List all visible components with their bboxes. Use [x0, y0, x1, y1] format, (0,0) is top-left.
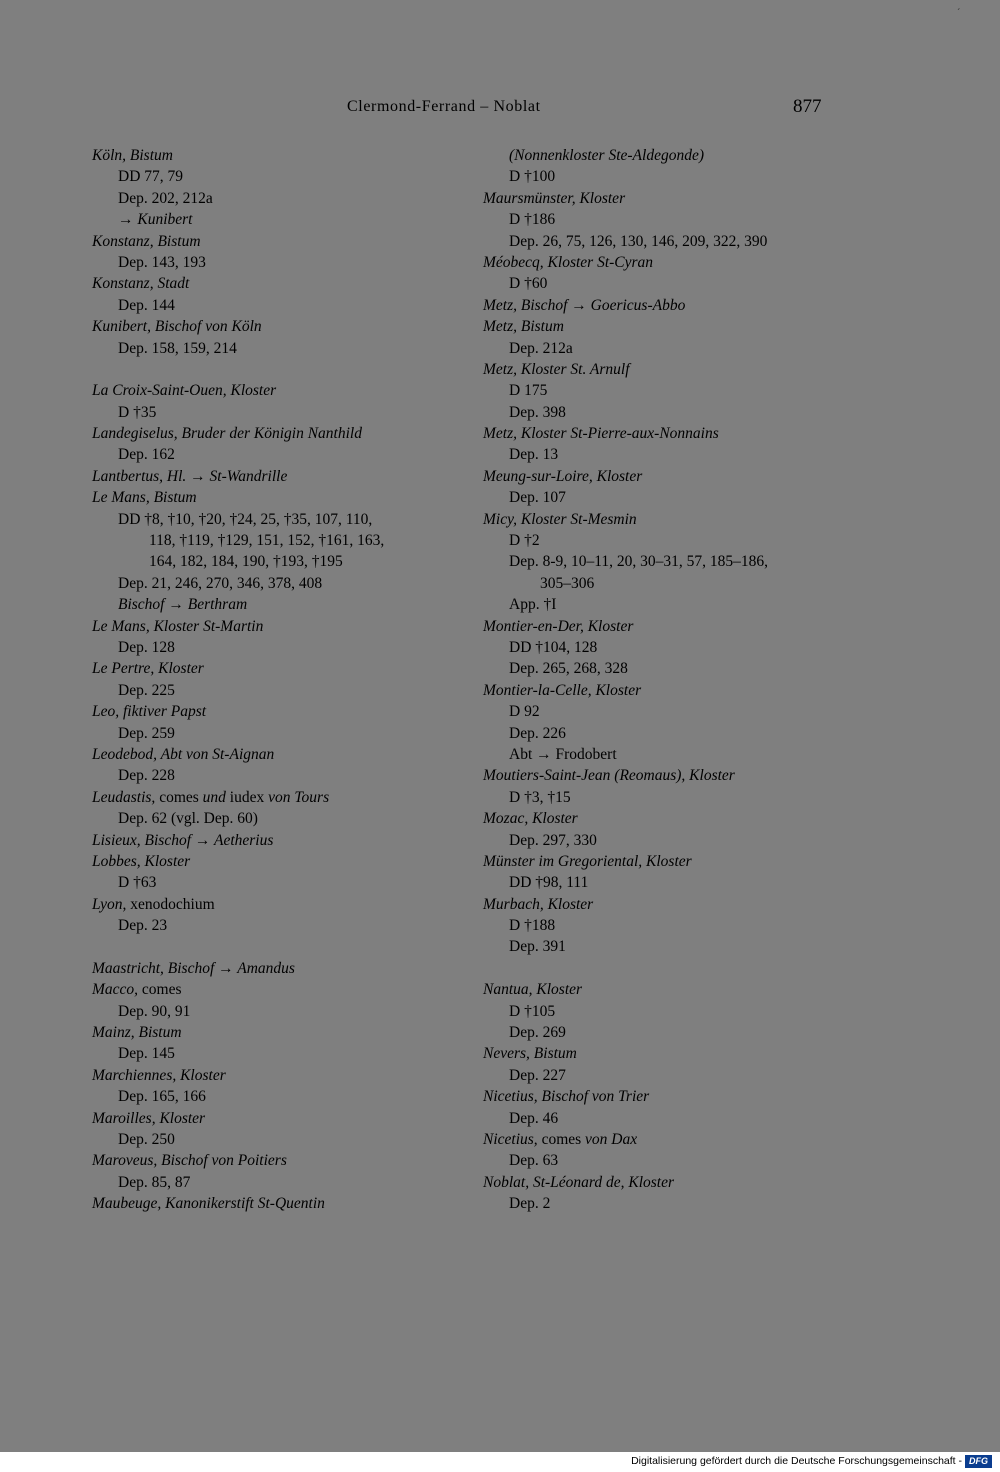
index-entry-heading: Nicetius, Bischof von Trier — [483, 1088, 650, 1106]
index-entry-heading: Murbach, Kloster — [483, 895, 594, 913]
footer-credit: Digitalisierung gefördert durch die Deutsche Forschungsgemeinschaft - — [631, 1455, 962, 1467]
index-entry-reference: D 175 — [509, 382, 548, 400]
page-number: 877 — [793, 96, 822, 117]
index-entry-heading: Köln, Bistum — [92, 147, 173, 164]
index-entry-reference: Dep. 13 — [509, 446, 559, 464]
index-entry-heading: Mozac, Kloster — [483, 810, 578, 828]
index-entry-heading: Maroveus, Bischof von Poitiers — [92, 1152, 287, 1170]
index-entry-heading: Meung-sur-Loire, Kloster — [483, 467, 643, 485]
index-entry-reference: Dep. 90, 91 — [118, 1002, 191, 1020]
index-entry-reference: Dep. 165, 166 — [118, 1088, 206, 1106]
index-entry-reference: D †3, †15 — [509, 788, 571, 806]
index-entry-reference: Dep. 143, 193 — [118, 253, 206, 271]
index-entry-reference: Dep. 2 — [509, 1195, 551, 1213]
index-entry-reference: Dep. 158, 159, 214 — [118, 339, 237, 357]
index-entry-heading: Metz, Kloster St. Arnulf — [483, 360, 630, 378]
index-entry-heading: Micy, Kloster St-Mesmin — [483, 510, 637, 528]
index-entry-reference: Dep. 391 — [509, 938, 566, 956]
index-entry-heading: Maubeuge, Kanonikerstift St-Quentin — [92, 1195, 325, 1213]
index-entry-reference: D †35 — [118, 403, 157, 421]
index-entry-reference: 305–306 — [540, 574, 595, 592]
index-entry-heading: Noblat, St-Léonard de, Kloster — [483, 1173, 675, 1191]
index-entry-reference: D †100 — [509, 168, 556, 186]
index-entry-reference: D 92 — [509, 703, 540, 721]
index-entry-reference: Bischof → Berthram — [118, 596, 248, 614]
index-entry-reference: Dep. 228 — [118, 767, 175, 785]
index-entry-heading: Leudastis, comes und iudex von Tours — [92, 788, 330, 806]
running-title: Clermond-Ferrand – Noblat — [347, 98, 541, 115]
index-entry-reference: Dep. 23 — [118, 917, 168, 935]
index-entry-reference: DD 77, 79 — [118, 168, 184, 186]
index-entry-reference: Dep. 250 — [118, 1130, 175, 1148]
index-entry-reference: Dep. 202, 212a — [118, 189, 213, 207]
index-entry-reference: DD †98, 111 — [509, 874, 589, 892]
index-entry-heading: La Croix-Saint-Ouen, Kloster — [92, 382, 277, 400]
index-entry-heading: Lobbes, Kloster — [92, 852, 191, 870]
index-entry-heading: Le Mans, Bistum — [92, 489, 197, 507]
index-entry-heading: Leodebod, Abt von St-Aignan — [92, 745, 275, 763]
index-entry-reference: Dep. 63 — [509, 1152, 559, 1170]
index-entry-reference: Dep. 162 — [118, 446, 175, 464]
index-entry-heading: Montier-la-Celle, Kloster — [483, 681, 642, 699]
index-column-right — [483, 145, 863, 1215]
index-entry-heading: Landegiselus, Bruder der Königin Nanthild — [92, 425, 362, 443]
index-entry-reference: Dep. 8-9, 10–11, 20, 30–31, 57, 185–186, — [509, 553, 769, 571]
index-entry-reference: Dep. 398 — [509, 403, 566, 421]
index-gap — [92, 359, 472, 380]
index-entry-heading: Le Mans, Kloster St-Martin — [92, 617, 264, 635]
index-entry-reference: 118, †119, †129, 151, 152, †161, 163, — [149, 532, 385, 550]
index-entry-reference: D †2 — [509, 532, 540, 550]
index-entry-heading: Nevers, Bistum — [483, 1045, 577, 1063]
index-entry-reference: App. †I — [509, 596, 557, 614]
index-entry-reference: Abt → Frodobert — [509, 745, 617, 763]
index-entry-reference: Dep. 128 — [118, 638, 175, 656]
index-entry-reference: Dep. 145 — [118, 1045, 175, 1063]
index-entry-reference: Dep. 269 — [509, 1024, 566, 1042]
index-entry-heading: Moutiers-Saint-Jean (Reomaus), Kloster — [483, 767, 735, 785]
index-entry-reference: 164, 182, 184, 190, †193, †195 — [149, 553, 343, 571]
index-entry-reference: Dep. 144 — [118, 296, 175, 314]
index-entry-reference: DD †104, 128 — [509, 638, 598, 656]
index-entry-heading: Marchiennes, Kloster — [92, 1066, 226, 1084]
index-entry-reference: Dep. 62 (vgl. Dep. 60) — [118, 810, 258, 828]
index-entry-heading: Konstanz, Bistum — [92, 232, 201, 250]
index-entry-heading: Kunibert, Bischof von Köln — [92, 318, 262, 336]
index-entry-reference: D †188 — [509, 917, 556, 935]
index-entry-heading: Montier-en-Der, Kloster — [483, 617, 634, 635]
dfg-logo: DFG — [965, 1455, 992, 1468]
index-entry-reference: Dep. 259 — [118, 724, 175, 742]
index-entry-heading: Metz, Bischof → Goericus-Abbo — [483, 296, 686, 314]
index-entry-heading: Konstanz, Stadt — [92, 275, 190, 293]
index-entry-heading: Lyon, xenodochium — [92, 895, 215, 913]
index-entry-heading: Maroilles, Kloster — [92, 1109, 206, 1127]
index-entry-reference: D †60 — [509, 275, 548, 293]
index-entry-heading: Nicetius, comes von Dax — [483, 1130, 638, 1148]
index-entry-heading: Maursmünster, Kloster — [483, 189, 626, 207]
page-header — [0, 98, 1000, 124]
index-gap — [92, 936, 472, 957]
index-entry-reference: Dep. 26, 75, 126, 130, 146, 209, 322, 390 — [509, 232, 768, 250]
index-entry-heading: Metz, Bistum — [483, 318, 564, 336]
index-entry-reference: D †186 — [509, 211, 556, 229]
index-entry-reference: D †63 — [118, 874, 157, 892]
index-entry-heading: Lantbertus, Hl. → St-Wandrille — [92, 467, 288, 485]
index-entry-heading: Lisieux, Bischof → Aetherius — [92, 831, 274, 849]
scan-mark: ´ — [957, 8, 961, 19]
index-entry-reference: Dep. 21, 246, 270, 346, 378, 408 — [118, 574, 323, 592]
index-entry-reference: Dep. 225 — [118, 681, 175, 699]
index-entry-heading: Méobecq, Kloster St-Cyran — [483, 253, 654, 271]
index-entry-heading: Le Pertre, Kloster — [92, 660, 204, 678]
footer-bar — [0, 1452, 1000, 1472]
index-entry-heading: Münster im Gregoriental, Kloster — [483, 852, 692, 870]
index-entry-reference: → Kunibert — [118, 211, 193, 229]
index-entry-reference: Dep. 212a — [509, 339, 573, 357]
index-entry-reference: Dep. 85, 87 — [118, 1173, 191, 1191]
index-entry-heading: Metz, Kloster St-Pierre-aux-Nonnains — [483, 425, 719, 443]
index-entry-heading: Maastricht, Bischof → Amandus — [92, 959, 295, 977]
index-entry-reference: Dep. 46 — [509, 1109, 559, 1127]
index-entry-reference: Dep. 227 — [509, 1066, 566, 1084]
index-entry-heading: Nantua, Kloster — [483, 981, 583, 999]
index-entry-heading: Leo, fiktiver Papst — [92, 703, 207, 721]
index-entry-reference: DD †8, †10, †20, †24, 25, †35, 107, 110, — [118, 510, 373, 528]
index-entry-reference: Dep. 107 — [509, 489, 566, 507]
index-entry-reference: D †105 — [509, 1002, 556, 1020]
index-entry-heading: Mainz, Bistum — [92, 1024, 182, 1042]
index-gap — [483, 958, 863, 979]
index-entry-reference: Dep. 265, 268, 328 — [509, 660, 628, 678]
index-entry-reference: Dep. 226 — [509, 724, 566, 742]
index-entry-reference: (Nonnenkloster Ste-Aldegonde) — [509, 147, 704, 164]
index-entry-reference: Dep. 297, 330 — [509, 831, 597, 849]
index-column-left — [92, 145, 472, 1215]
index-entry-heading: Macco, comes — [92, 981, 182, 999]
